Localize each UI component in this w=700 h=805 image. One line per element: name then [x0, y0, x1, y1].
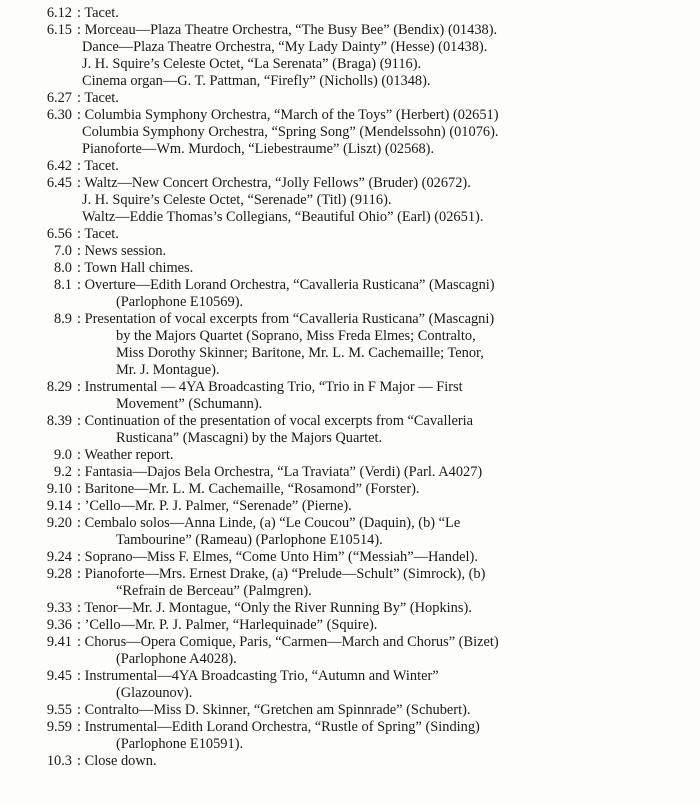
entry-time: 9.33	[46, 600, 72, 616]
entry-continuation: (Parlophone E10591).	[116, 736, 244, 752]
programme-entry	[0, 617, 700, 634]
entry-text: : Columbia Symphony Orchestra, “March of the Toys” (Herbert) (02651)	[77, 107, 499, 123]
entry-line	[0, 719, 700, 736]
entry-time: 9.41	[46, 634, 72, 650]
programme-entry	[0, 464, 700, 481]
entry-text: : Waltz—New Concert Orchestra, “Jolly Fellows” (Bruder) (02672).	[77, 175, 471, 191]
entry-time: 6.42	[46, 158, 72, 174]
entry-line	[0, 549, 700, 566]
entry-text: : News session.	[77, 243, 167, 259]
entry-line	[0, 481, 700, 498]
entry-line	[0, 5, 700, 22]
entry-text: : Tacet.	[77, 5, 119, 21]
entry-continuation: Miss Dorothy Skinner; Baritone, Mr. L. M. Cachemaille; Tenor,	[116, 345, 484, 361]
entry-line	[0, 413, 700, 430]
entry-text: : Soprano—Miss F. Elmes, “Come Unto Him” (“Messiah”—Handel).	[77, 549, 478, 565]
entry-time: 8.0	[54, 260, 72, 276]
entry-time: 6.15	[46, 22, 72, 38]
programme-entry	[0, 600, 700, 617]
programme-entry	[0, 719, 700, 753]
entry-line	[0, 498, 700, 515]
entry-text: : Overture—Edith Lorand Orchestra, “Cavalleria Rusticana” (Mascagni)	[77, 277, 495, 293]
entry-text: : Instrumental — 4YA Broadcasting Trio, “Trio in F Major — First	[77, 379, 463, 395]
entry-line	[0, 277, 700, 294]
entry-text: : Contralto—Miss D. Skinner, “Gretchen am Spinnrade” (Schubert).	[77, 702, 471, 718]
entry-text: : Chorus—Opera Comique, Paris, “Carmen—March and Chorus” (Bizet)	[77, 634, 499, 650]
entry-time: 6.27	[46, 90, 72, 106]
entry-line	[0, 600, 700, 617]
entry-time: 7.0	[54, 243, 72, 259]
programme-entry	[0, 243, 700, 260]
entry-time: 8.39	[46, 413, 72, 429]
entry-subitem: Pianoforte—Wm. Murdoch, “Liebestraume” (Liszt) (02568).	[82, 141, 435, 157]
entry-continuation: Movement” (Schumann).	[116, 396, 263, 412]
entry-time: 9.14	[46, 498, 72, 514]
entry-subitem: J. H. Squire’s Celeste Octet, “La Serenata” (Braga) (9116).	[82, 56, 422, 72]
entry-time: 8.1	[54, 277, 72, 293]
entry-line	[0, 22, 700, 39]
entry-time: 6.45	[46, 175, 72, 191]
entry-subitem: Dance—Plaza Theatre Orchestra, “My Lady Dainty” (Hesse) (01438).	[82, 39, 488, 55]
programme-entry	[0, 702, 700, 719]
entry-text: : Fantasia—Dajos Bela Orchestra, “La Traviata” (Verdi) (Parl. A4027)	[77, 464, 483, 480]
programme-entry	[0, 226, 700, 243]
entry-line	[0, 634, 700, 651]
entry-subitem: J. H. Squire’s Celeste Octet, “Serenade” (Titl) (9116).	[82, 192, 392, 208]
entry-text: : Weather report.	[77, 447, 174, 463]
entry-time: 9.20	[46, 515, 72, 531]
entry-text: : ’Cello—Mr. P. J. Palmer, “Harlequinade” (Squire).	[77, 617, 378, 633]
entry-text: : Instrumental—Edith Lorand Orchestra, “Rustle of Spring” (Sinding)	[77, 719, 480, 735]
entry-text: : Town Hall chimes.	[77, 260, 194, 276]
entry-text: : Pianoforte—Mrs. Ernest Drake, (a) “Prelude—Schult” (Simrock), (b)	[77, 566, 486, 582]
entry-line	[0, 379, 700, 396]
programme-entry	[0, 447, 700, 464]
entry-subitem: Waltz—Eddie Thomas’s Collegians, “Beautiful Ohio” (Earl) (02651).	[82, 209, 484, 225]
entry-time: 9.28	[46, 566, 72, 582]
entry-line	[0, 90, 700, 107]
entry-line	[0, 260, 700, 277]
programme-entry	[0, 5, 700, 22]
entry-continuation: (Parlophone E10569).	[116, 294, 244, 310]
entry-time: 6.30	[46, 107, 72, 123]
entry-continuation: Mr. J. Montague).	[116, 362, 220, 378]
entry-time: 9.10	[46, 481, 72, 497]
programme-entry	[0, 481, 700, 498]
entry-line	[0, 566, 700, 583]
programme-entry	[0, 515, 700, 549]
entry-text: : Morceau—Plaza Theatre Orchestra, “The Busy Bee” (Bendix) (01438).	[77, 22, 498, 38]
entry-time: 6.12	[46, 5, 72, 21]
entry-time: 9.59	[46, 719, 72, 735]
entry-time: 8.9	[54, 311, 72, 327]
entry-continuation: (Parlophone A4028).	[116, 651, 237, 667]
entry-line	[0, 668, 700, 685]
programme-entry	[0, 413, 700, 447]
programme-entry	[0, 90, 700, 107]
entry-text: : Tacet.	[77, 90, 119, 106]
programme-entry	[0, 260, 700, 277]
entry-line	[0, 243, 700, 260]
entry-line	[0, 107, 700, 124]
entry-text: : Tenor—Mr. J. Montague, “Only the River Running By” (Hopkins).	[77, 600, 472, 616]
entry-continuation: (Glazounov).	[116, 685, 193, 701]
entry-continuation: by the Majors Quartet (Soprano, Miss Freda Elmes; Contralto,	[116, 328, 476, 344]
programme-entry	[0, 566, 700, 600]
entry-text: : ’Cello—Mr. P. J. Palmer, “Serenade” (Pierne).	[77, 498, 352, 514]
entry-text: : Close down.	[77, 753, 157, 769]
entry-time: 9.0	[54, 447, 72, 463]
entry-line	[0, 702, 700, 719]
entry-line	[0, 226, 700, 243]
entry-line	[0, 311, 700, 328]
entry-continuation: Rusticana” (Mascagni) by the Majors Quartet.	[116, 430, 383, 446]
programme-entry	[0, 311, 700, 379]
entry-text: : Instrumental—4YA Broadcasting Trio, “Autumn and Winter”	[77, 668, 439, 684]
entry-line	[0, 158, 700, 175]
entry-subitem: Columbia Symphony Orchestra, “Spring Song” (Mendelssohn) (01076).	[82, 124, 499, 140]
entry-time: 9.24	[46, 549, 72, 565]
entry-time: 9.45	[46, 668, 72, 684]
entry-time: 9.55	[46, 702, 72, 718]
programme-listing	[0, 5, 700, 770]
entry-text: : Presentation of vocal excerpts from “Cavalleria Rusticana” (Mascagni)	[77, 311, 495, 327]
entry-time: 10.3	[46, 753, 72, 769]
entry-text: : Continuation of the presentation of vocal excerpts from “Cavalleria	[77, 413, 474, 429]
entry-time: 9.36	[46, 617, 72, 633]
entry-continuation: “Refrain de Berceau” (Palmgren).	[116, 583, 312, 599]
entry-continuation: Tambourine” (Rameau) (Parlophone E10514).	[116, 532, 383, 548]
programme-entry	[0, 634, 700, 668]
entry-line	[0, 447, 700, 464]
entry-line	[0, 515, 700, 532]
entry-line	[0, 617, 700, 634]
programme-entry	[0, 668, 700, 702]
entry-text: : Tacet.	[77, 158, 119, 174]
programme-entry	[0, 498, 700, 515]
programme-entry	[0, 22, 700, 90]
programme-entry	[0, 549, 700, 566]
entry-time: 8.29	[46, 379, 72, 395]
entry-text: : Tacet.	[77, 226, 119, 242]
programme-entry	[0, 107, 700, 158]
programme-entry	[0, 158, 700, 175]
entry-time: 9.2	[54, 464, 72, 480]
entry-subitem: Cinema organ—G. T. Pattman, “Firefly” (Nicholls) (01348).	[82, 73, 431, 89]
programme-entry	[0, 175, 700, 226]
entry-text: : Cembalo solos—Anna Linde, (a) “Le Coucou” (Daquin), (b) “Le	[77, 515, 461, 531]
entry-line	[0, 464, 700, 481]
programme-entry	[0, 753, 700, 770]
entry-line	[0, 753, 700, 770]
entry-time: 6.56	[46, 226, 72, 242]
programme-entry	[0, 379, 700, 413]
programme-entry	[0, 277, 700, 311]
entry-text: : Baritone—Mr. L. M. Cachemaille, “Rosamond” (Forster).	[77, 481, 420, 497]
entry-line	[0, 175, 700, 192]
